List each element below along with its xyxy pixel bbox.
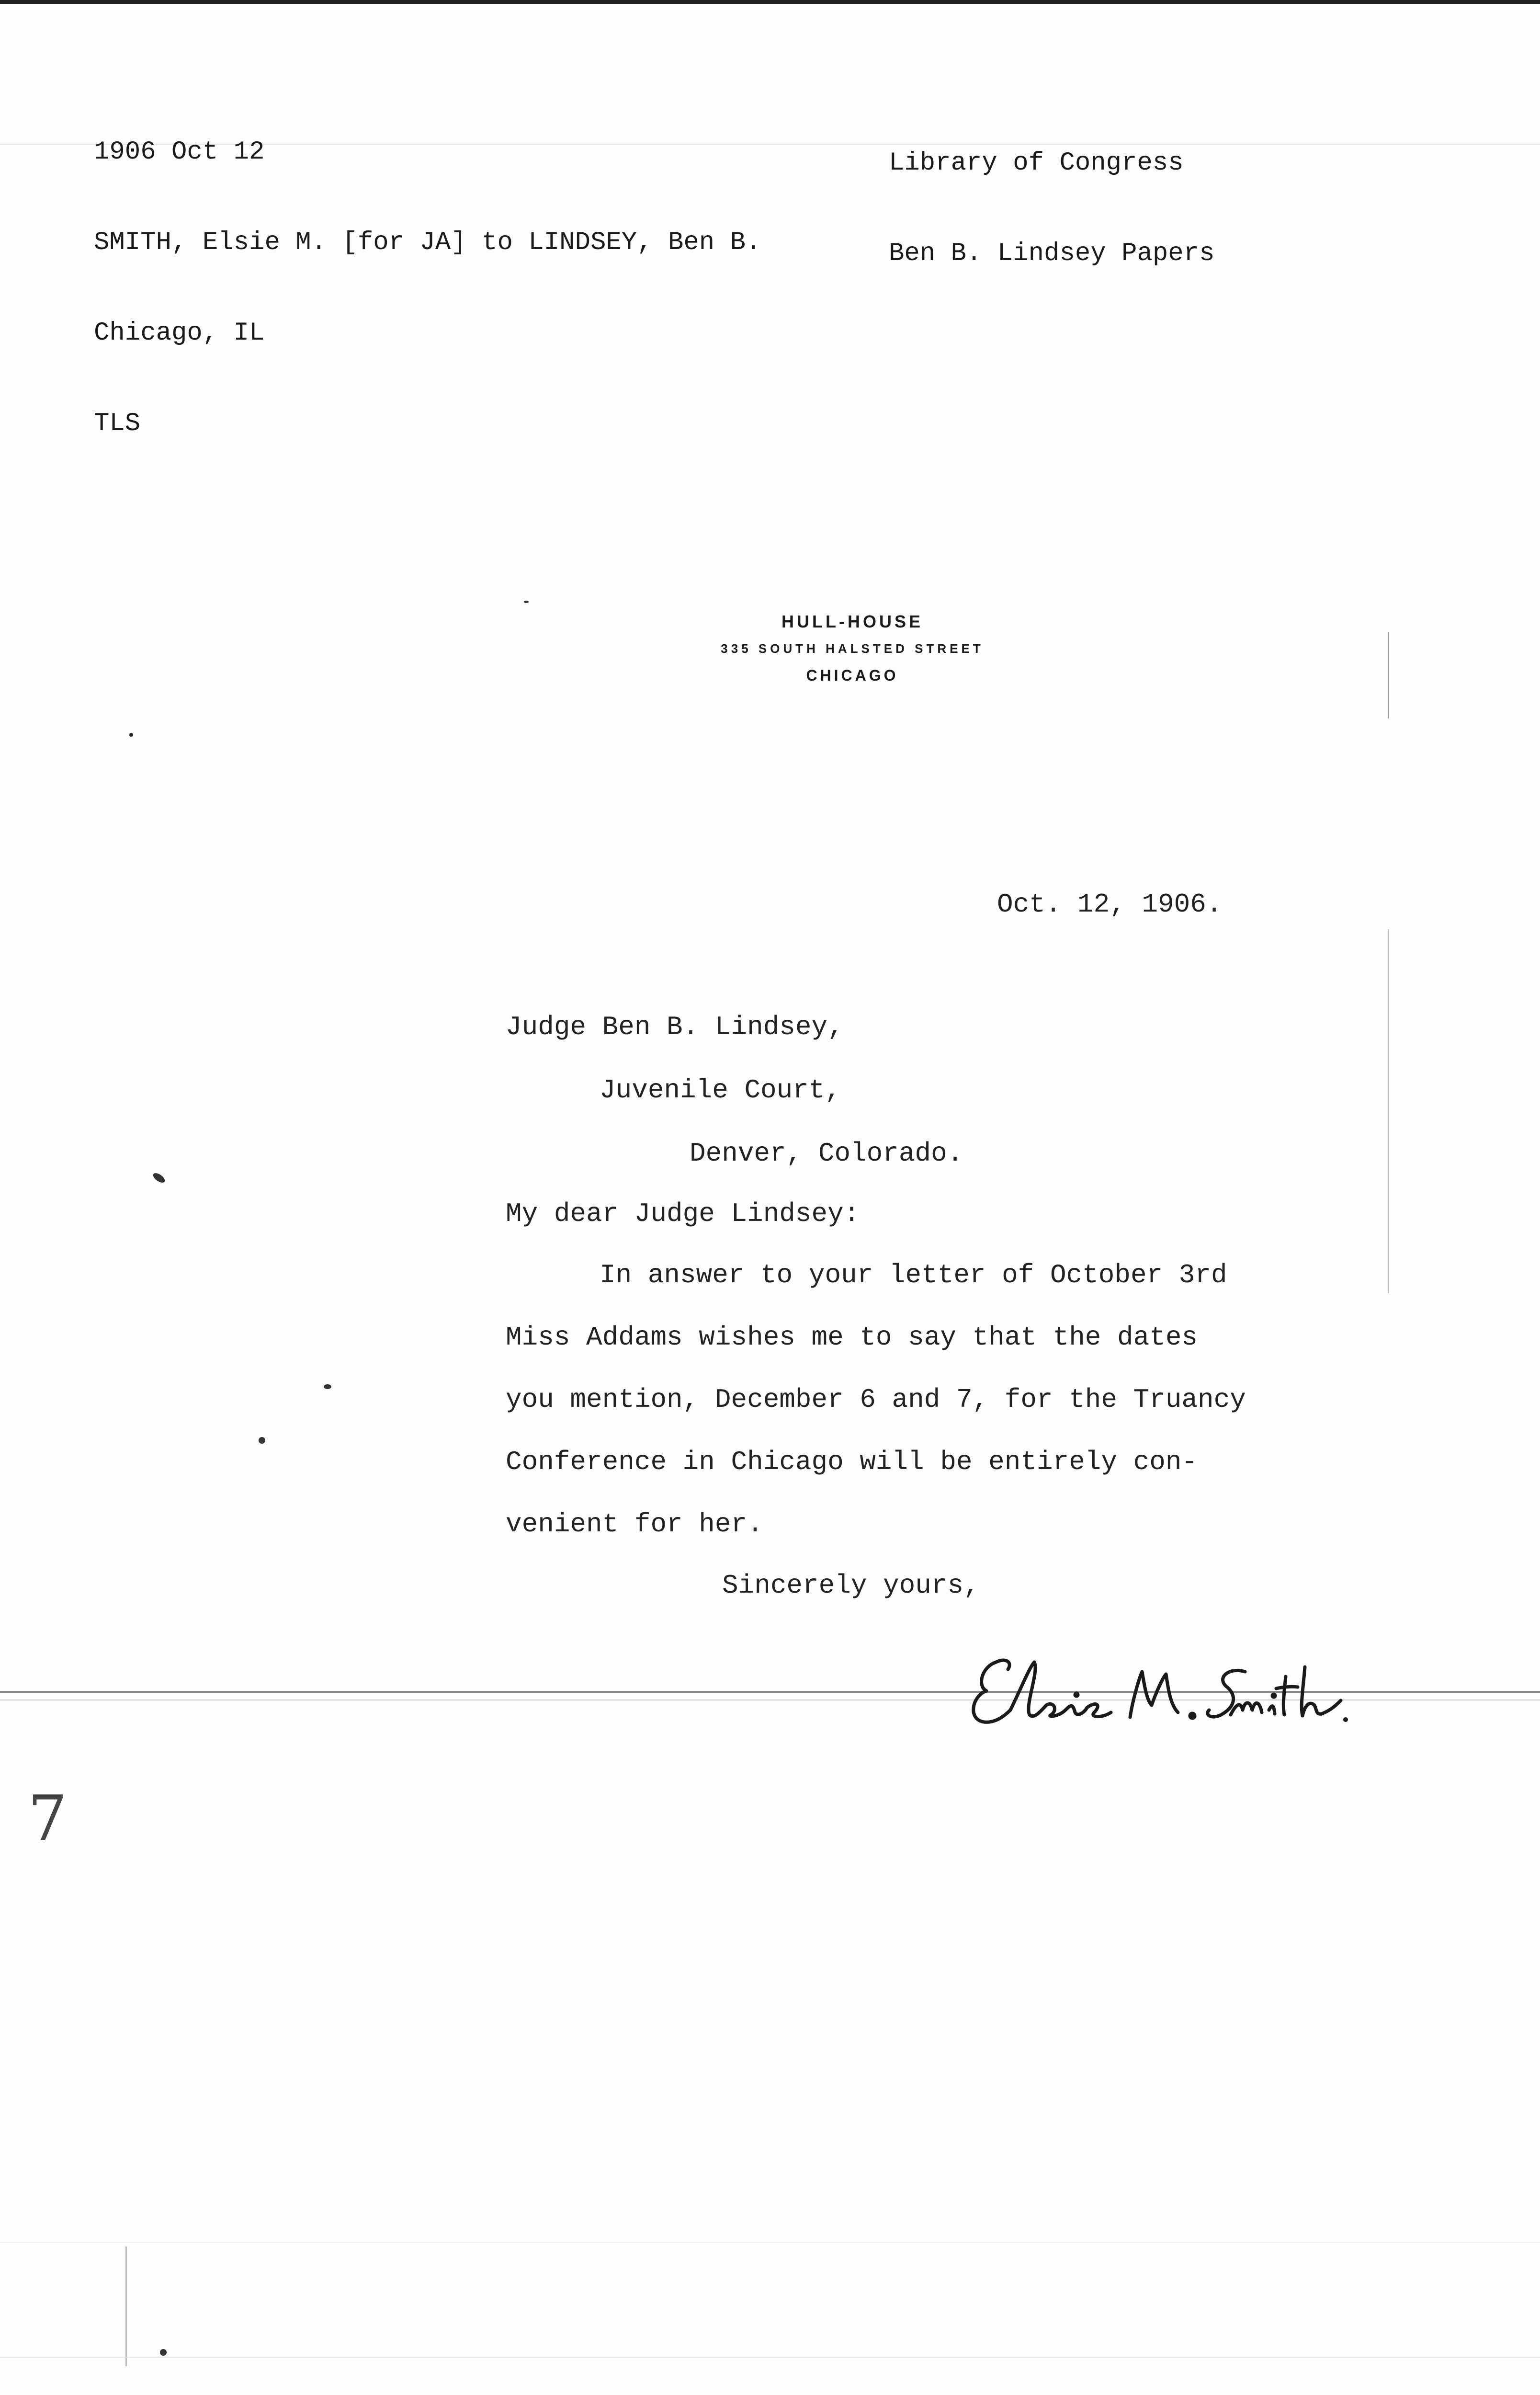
recipient-org: Juvenile Court,: [600, 1075, 841, 1106]
catalog-doc-type: TLS: [94, 409, 141, 438]
catalog-info-left: [94, 77, 761, 499]
closing: Sincerely yours,: [722, 1570, 980, 1601]
letterhead-street: 335 SOUTH HALSTED STREET: [721, 641, 984, 656]
scan-vertical-line: [1388, 929, 1389, 1293]
scan-speck: [324, 1384, 331, 1389]
scan-speck: [129, 733, 133, 737]
body-line: venient for her.: [506, 1509, 763, 1540]
signature-text: Elsie M. Smith: [962, 1633, 966, 1634]
scan-speck: [524, 601, 529, 603]
catalog-info-right: [889, 88, 1215, 329]
letter-date: Oct. 12, 1906.: [997, 889, 1223, 920]
catalog-repository: Library of Congress: [889, 148, 1184, 178]
body-line: In answer to your letter of October 3rd: [600, 1260, 1227, 1290]
scan-speck: [259, 1437, 265, 1444]
scan-vertical-line: [125, 2247, 127, 2366]
handwritten-signature: [962, 1633, 1355, 1739]
salutation: My dear Judge Lindsey:: [506, 1198, 860, 1229]
catalog-date: 1906 Oct 12: [94, 137, 265, 167]
scan-horizontal-line: [0, 2242, 1540, 2243]
catalog-place: Chicago, IL: [94, 319, 265, 348]
scan-top-border: [0, 0, 1540, 4]
letterhead: [661, 608, 1044, 689]
letterhead-name: HULL-HOUSE: [781, 612, 923, 631]
recipient-city: Denver, Colorado.: [690, 1138, 963, 1169]
letterhead-city: CHICAGO: [806, 667, 899, 684]
body-line: Miss Addams wishes me to say that the dates: [506, 1322, 1198, 1353]
scan-speck: [160, 2349, 167, 2356]
recipient-name: Judge Ben B. Lindsey,: [506, 1012, 844, 1042]
body-line: Conference in Chicago will be entirely con-: [506, 1447, 1198, 1477]
scan-horizontal-line: [0, 2357, 1540, 2358]
catalog-collection: Ben B. Lindsey Papers: [889, 239, 1215, 268]
scan-vertical-line: [1388, 632, 1389, 718]
body-line: you mention, December 6 and 7, for the Truancy: [506, 1384, 1246, 1415]
scan-speck: [152, 1171, 167, 1185]
margin-note: 7: [28, 1782, 68, 1855]
catalog-correspondents: SMITH, Elsie M. [for JA] to LINDSEY, Ben B.: [94, 228, 761, 257]
